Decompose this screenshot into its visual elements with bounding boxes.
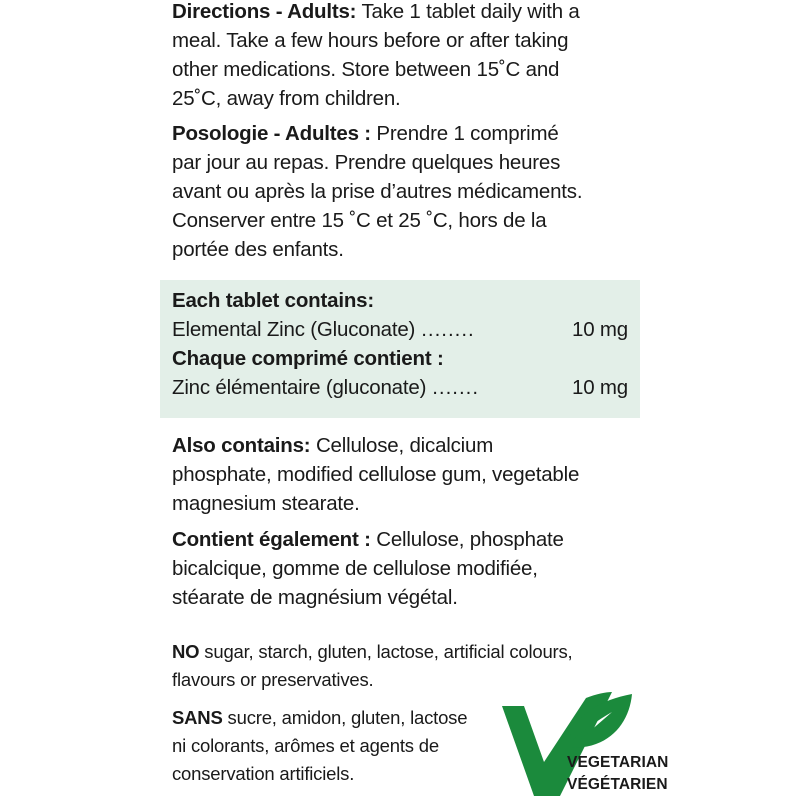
ingredient-name-en: Elemental Zinc (Gluconate)	[172, 318, 416, 341]
directions-section	[172, 0, 652, 113]
directions-line: Take 1 tablet daily with a	[356, 0, 580, 23]
ingredient-name-fr: Zinc élémentaire (gluconate)	[172, 376, 427, 399]
contient-section	[172, 525, 652, 612]
ingredient-row-fr	[172, 373, 628, 402]
ingredient-value-fr: 10 mg	[572, 376, 628, 399]
contient-text	[172, 525, 652, 612]
ingredient-dots-en: ........	[421, 318, 475, 341]
no-sugar-heading: NO	[172, 641, 200, 662]
directions-heading: Directions - Adults:	[172, 0, 357, 23]
sans-sucre-line: conservation artificiels.	[172, 763, 355, 784]
directions-text	[172, 0, 652, 113]
contient-line: Cellulose, phosphate	[370, 528, 564, 551]
directions-line: 25˚C, away from children.	[172, 87, 401, 110]
sans-sucre-heading: SANS	[172, 707, 223, 728]
sans-sucre-line: sucre, amidon, gluten, lactose	[222, 707, 468, 728]
sans-sucre-line: ni colorants, arômes et agents de	[172, 735, 439, 756]
contient-heading: Contient également :	[172, 528, 371, 551]
contient-line: bicalcique, gomme de cellulose modifiée,	[172, 557, 538, 580]
also-contains-section	[172, 431, 652, 518]
posologie-heading: Posologie - Adultes :	[172, 122, 371, 145]
posologie-line: portée des enfants.	[172, 238, 344, 261]
no-sugar-line: sugar, starch, gluten, lactose, artificial colours,	[199, 641, 573, 662]
ingredient-value-en: 10 mg	[572, 318, 628, 341]
ingredients-heading-en: Each tablet contains:	[172, 289, 374, 312]
also-contains-line: magnesium stearate.	[172, 492, 360, 515]
ingredients-heading-fr: Chaque comprimé contient :	[172, 347, 444, 370]
vegetarian-label-en: VEGETARIAN	[567, 754, 669, 771]
ingredients-panel	[160, 280, 640, 418]
posologie-line: Conserver entre 15 ˚C et 25 ˚C, hors de la	[172, 209, 547, 232]
directions-line: other medications. Store between 15˚C and	[172, 58, 560, 81]
no-sugar-text	[172, 638, 652, 694]
posologie-line: Prendre 1 comprimé	[370, 122, 559, 145]
posologie-line: par jour au repas. Prendre quelques heures	[172, 151, 561, 174]
ingredient-dots-fr: .......	[432, 376, 480, 399]
contient-line: stéarate de magnésium végétal.	[172, 586, 458, 609]
posologie-text	[172, 119, 652, 264]
also-contains-line: phosphate, modified cellulose gum, vegetable	[172, 463, 580, 486]
no-sugar-section	[172, 638, 652, 694]
also-contains-text	[172, 431, 652, 518]
vegetarian-label-fr: VÉGÉTARIEN	[567, 776, 668, 793]
also-contains-heading: Also contains:	[172, 434, 311, 457]
also-contains-line: Cellulose, dicalcium	[310, 434, 494, 457]
no-sugar-line: flavours or preservatives.	[172, 669, 374, 690]
posologie-section	[172, 119, 652, 264]
directions-line: meal. Take a few hours before or after taking	[172, 29, 569, 52]
posologie-line: avant ou après la prise d’autres médicaments.	[172, 180, 583, 203]
ingredient-row-en	[172, 315, 628, 344]
